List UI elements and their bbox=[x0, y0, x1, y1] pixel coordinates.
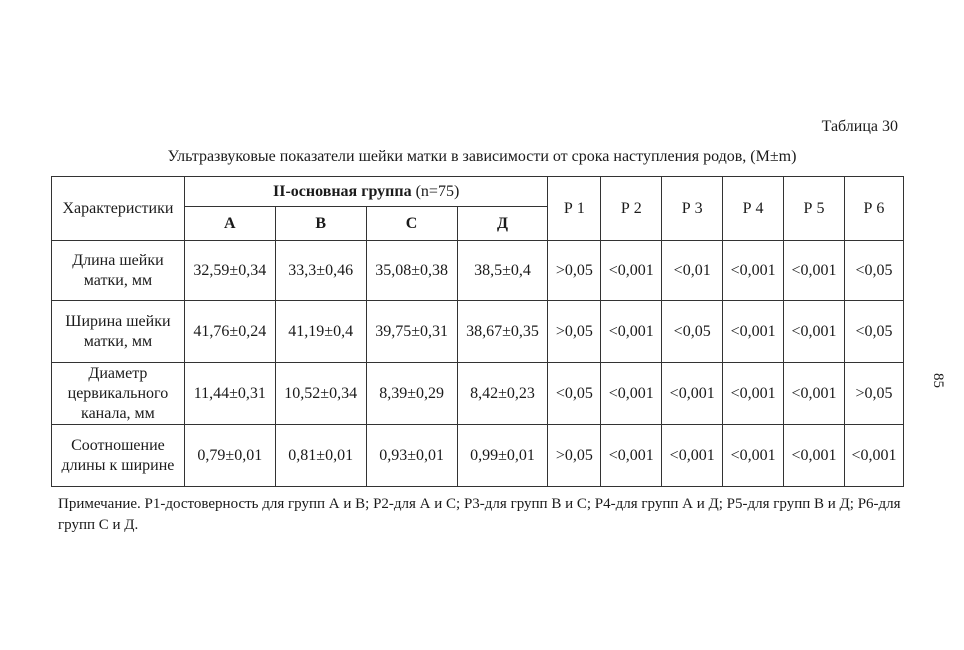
table-note: Примечание. Р1-достоверность для групп А и В; Р2-для А и С; Р3-для групп В и С; Р4-для групп А и Д; Р5-для групп В и Д; Р6-для групп С и Д. bbox=[58, 496, 901, 533]
cell-p: <0,001 bbox=[723, 301, 784, 363]
row-label: Длина шейки матки, мм bbox=[52, 241, 185, 301]
cell-value: 8,39±0,29 bbox=[366, 363, 457, 425]
cell-p: <0,001 bbox=[601, 301, 662, 363]
cell-p: <0,001 bbox=[662, 425, 723, 487]
header-p4: Р 4 bbox=[723, 177, 784, 241]
cell-value: 8,42±0,23 bbox=[457, 363, 548, 425]
cell-p: <0,001 bbox=[723, 241, 784, 301]
header-group-b: В bbox=[275, 207, 366, 241]
header-p2: Р 2 bbox=[601, 177, 662, 241]
cell-value: 32,59±0,34 bbox=[184, 241, 275, 301]
cell-p: <0,05 bbox=[844, 301, 903, 363]
cell-p: <0,001 bbox=[601, 241, 662, 301]
header-p6: Р 6 bbox=[844, 177, 903, 241]
header-p1: Р 1 bbox=[548, 177, 601, 241]
cell-p: <0,001 bbox=[601, 425, 662, 487]
cell-value: 38,5±0,4 bbox=[457, 241, 548, 301]
cell-value: 0,99±0,01 bbox=[457, 425, 548, 487]
cell-p: <0,05 bbox=[662, 301, 723, 363]
header-group-c: С bbox=[366, 207, 457, 241]
cell-value: 41,19±0,4 bbox=[275, 301, 366, 363]
header-group-a: А bbox=[184, 207, 275, 241]
row-label: Соотношение длины к ширине bbox=[52, 425, 185, 487]
cell-p: <0,001 bbox=[784, 425, 845, 487]
table-header-row bbox=[52, 177, 904, 207]
table-row bbox=[52, 241, 904, 301]
cell-value: 35,08±0,38 bbox=[366, 241, 457, 301]
header-group-title-count: (n=75) bbox=[411, 182, 460, 200]
cell-value: 11,44±0,31 bbox=[184, 363, 275, 425]
cell-value: 0,81±0,01 bbox=[275, 425, 366, 487]
cell-p: >0,05 bbox=[548, 425, 601, 487]
cell-p: <0,001 bbox=[784, 241, 845, 301]
row-label: Ширина шейки матки, мм bbox=[52, 301, 185, 363]
cell-p: <0,001 bbox=[784, 301, 845, 363]
table-caption: Ультразвуковые показатели шейки матки в зависимости от срока наступления родов, (M±m) bbox=[167, 148, 797, 165]
cell-p: >0,05 bbox=[548, 241, 601, 301]
cell-p: <0,05 bbox=[844, 241, 903, 301]
cell-p: <0,001 bbox=[784, 363, 845, 425]
results-table bbox=[51, 176, 904, 487]
cell-value: 33,3±0,46 bbox=[275, 241, 366, 301]
table-label: Таблица 30 bbox=[821, 118, 898, 135]
row-label: Диаметр цервикального канала, мм bbox=[52, 363, 185, 425]
cell-p: <0,001 bbox=[844, 425, 903, 487]
table-row bbox=[52, 425, 904, 487]
cell-p: <0,001 bbox=[662, 363, 723, 425]
page-number: 85 bbox=[930, 373, 946, 388]
header-characteristics: Характеристики bbox=[52, 177, 185, 241]
cell-p: >0,05 bbox=[844, 363, 903, 425]
header-p3: Р 3 bbox=[662, 177, 723, 241]
cell-p: >0,05 bbox=[548, 301, 601, 363]
cell-value: 10,52±0,34 bbox=[275, 363, 366, 425]
header-p5: Р 5 bbox=[784, 177, 845, 241]
cell-value: 39,75±0,31 bbox=[366, 301, 457, 363]
cell-value: 0,79±0,01 bbox=[184, 425, 275, 487]
cell-p: <0,05 bbox=[548, 363, 601, 425]
header-group-d: Д bbox=[457, 207, 548, 241]
cell-value: 41,76±0,24 bbox=[184, 301, 275, 363]
cell-p: <0,001 bbox=[723, 425, 784, 487]
cell-p: <0,01 bbox=[662, 241, 723, 301]
cell-p: <0,001 bbox=[601, 363, 662, 425]
cell-value: 0,93±0,01 bbox=[366, 425, 457, 487]
cell-value: 38,67±0,35 bbox=[457, 301, 548, 363]
header-group-title-bold: II-основная группа bbox=[272, 182, 412, 200]
table-row bbox=[52, 301, 904, 363]
table-row bbox=[52, 363, 904, 425]
cell-p: <0,001 bbox=[723, 363, 784, 425]
header-group-title bbox=[184, 177, 548, 207]
